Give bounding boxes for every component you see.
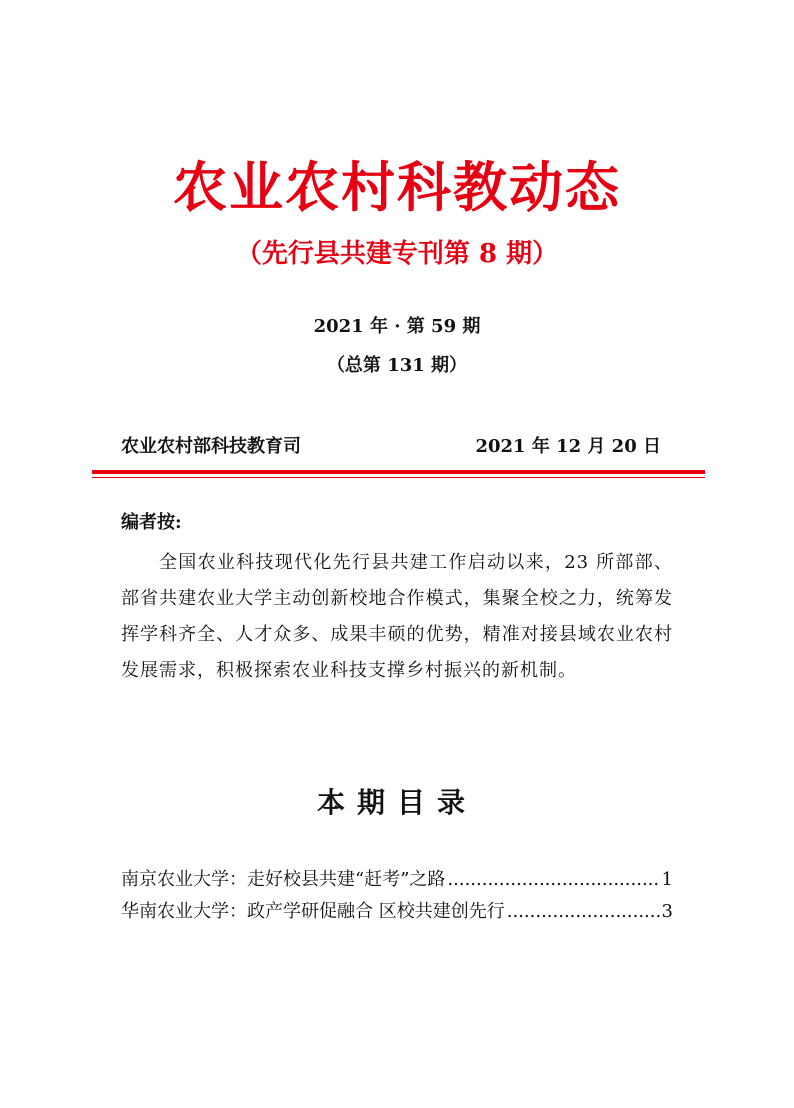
toc-leader-dots bbox=[447, 864, 659, 896]
header-divider-thick bbox=[92, 470, 705, 474]
toc-leader-dots bbox=[507, 896, 660, 928]
publisher-org: 农业农村部科技教育司 bbox=[121, 436, 301, 457]
toc-item-page: 1 bbox=[661, 869, 673, 890]
toc-title: 本期目录 bbox=[316, 786, 477, 819]
toc-item[interactable] bbox=[121, 864, 673, 896]
total-issue-number: （总第 131 期） bbox=[326, 355, 468, 376]
editor-note-heading: 编者按: bbox=[121, 512, 182, 533]
publication-title: 农业农村科教动态 bbox=[173, 155, 621, 219]
toc-list bbox=[121, 864, 673, 928]
special-issue-subtitle: （先行县共建专刊第 8 期） bbox=[235, 239, 559, 269]
header-divider-thin bbox=[92, 477, 705, 478]
publisher-row bbox=[121, 433, 661, 461]
publish-date: 2021 年 12 月 20 日 bbox=[475, 436, 661, 457]
editor-note-body: 全国农业科技现代化先行县共建工作启动以来，23 所部部、部省共建农业大学主动创新校地合作模式，集聚全校之力，统筹发挥学科齐全、人才众多、成果丰硕的优势，精准对接县域农业农村发展需求，积极探索农业科技支撑乡村振兴的新机制。 bbox=[121, 552, 673, 681]
issue-number: 2021 年 · 第 59 期 bbox=[313, 316, 481, 337]
toc-item[interactable] bbox=[121, 896, 673, 928]
toc-item-page: 3 bbox=[661, 901, 673, 922]
toc-item-text: 南京农业大学：走好校县共建“赶考”之路 bbox=[121, 869, 446, 890]
toc-item-text: 华南农业大学：政产学研促融合 区校共建创先行 bbox=[121, 901, 505, 922]
